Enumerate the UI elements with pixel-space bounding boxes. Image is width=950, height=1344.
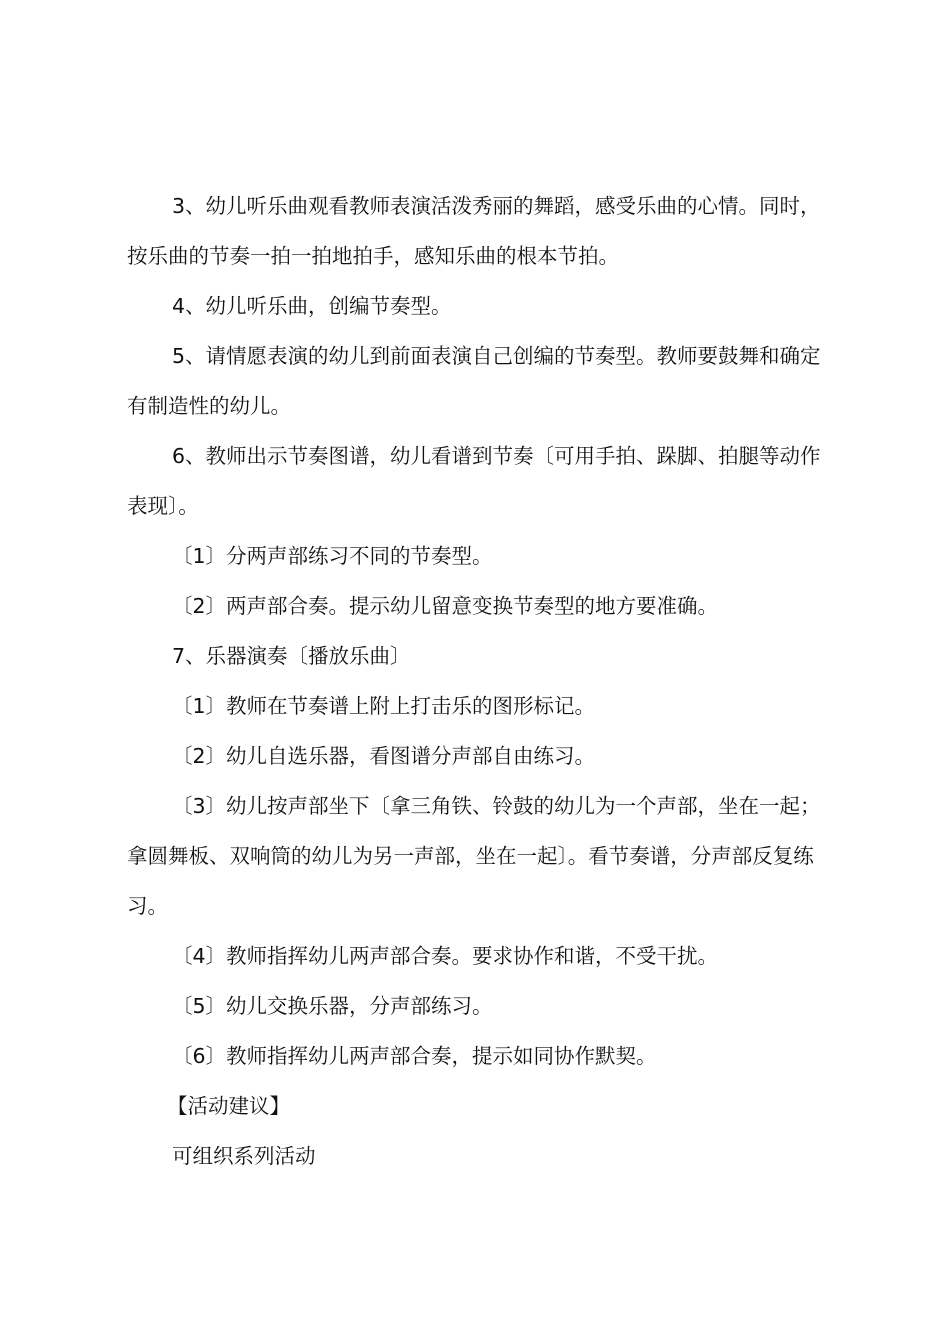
paragraph-step-4: 4、幼儿听乐曲，创编节奏型。 [172, 294, 452, 318]
paragraph-step-7-5: 〔5〕幼儿交换乐器，分声部练习。 [172, 994, 493, 1018]
paragraph-step-7-2: 〔2〕幼儿自选乐器，看图谱分声部自由练习。 [172, 744, 596, 768]
paragraph-step-6-1: 〔1〕分两声部练习不同的节奏型。 [172, 544, 493, 568]
paragraph-step-7: 7、乐器演奏〔播放乐曲〕 [172, 644, 411, 668]
section-heading-activity-suggestion: 【活动建议】 [167, 1094, 290, 1118]
document-body [127, 181, 837, 1181]
paragraph-suggestion: 可组织系列活动 [172, 1144, 316, 1168]
paragraph-step-7-4: 〔4〕教师指挥幼儿两声部合奏。要求协作和谐，不受干扰。 [172, 944, 719, 968]
paragraph-step-6-2: 〔2〕两声部合奏。提示幼儿留意变换节奏型的地方要准确。 [172, 594, 719, 618]
paragraph-step-7-3: 〔3〕幼儿按声部坐下〔拿三角铁、铃鼓的幼儿为一个声部，坐在一起；拿圆舞板、双响筒的幼儿为另一声部，坐在一起〕。看节奏谱，分声部反复练习。 [127, 794, 821, 918]
paragraph-step-7-6: 〔6〕教师指挥幼儿两声部合奏，提示如同协作默契。 [172, 1044, 657, 1068]
paragraph-step-5: 5、请情愿表演的幼儿到前面表演自己创编的节奏型。教师要鼓舞和确定有制造性的幼儿。 [127, 344, 821, 418]
paragraph-step-6: 6、教师出示节奏图谱，幼儿看谱到节奏〔可用手拍、跺脚、拍腿等动作表现〕。 [127, 444, 821, 518]
paragraph-step-3: 3、幼儿听乐曲观看教师表演活泼秀丽的舞蹈，感受乐曲的心情。同时，按乐曲的节奏一拍一拍地拍手，感知乐曲的根本节拍。 [127, 194, 821, 268]
paragraph-step-7-1: 〔1〕教师在节奏谱上附上打击乐的图形标记。 [172, 694, 596, 718]
